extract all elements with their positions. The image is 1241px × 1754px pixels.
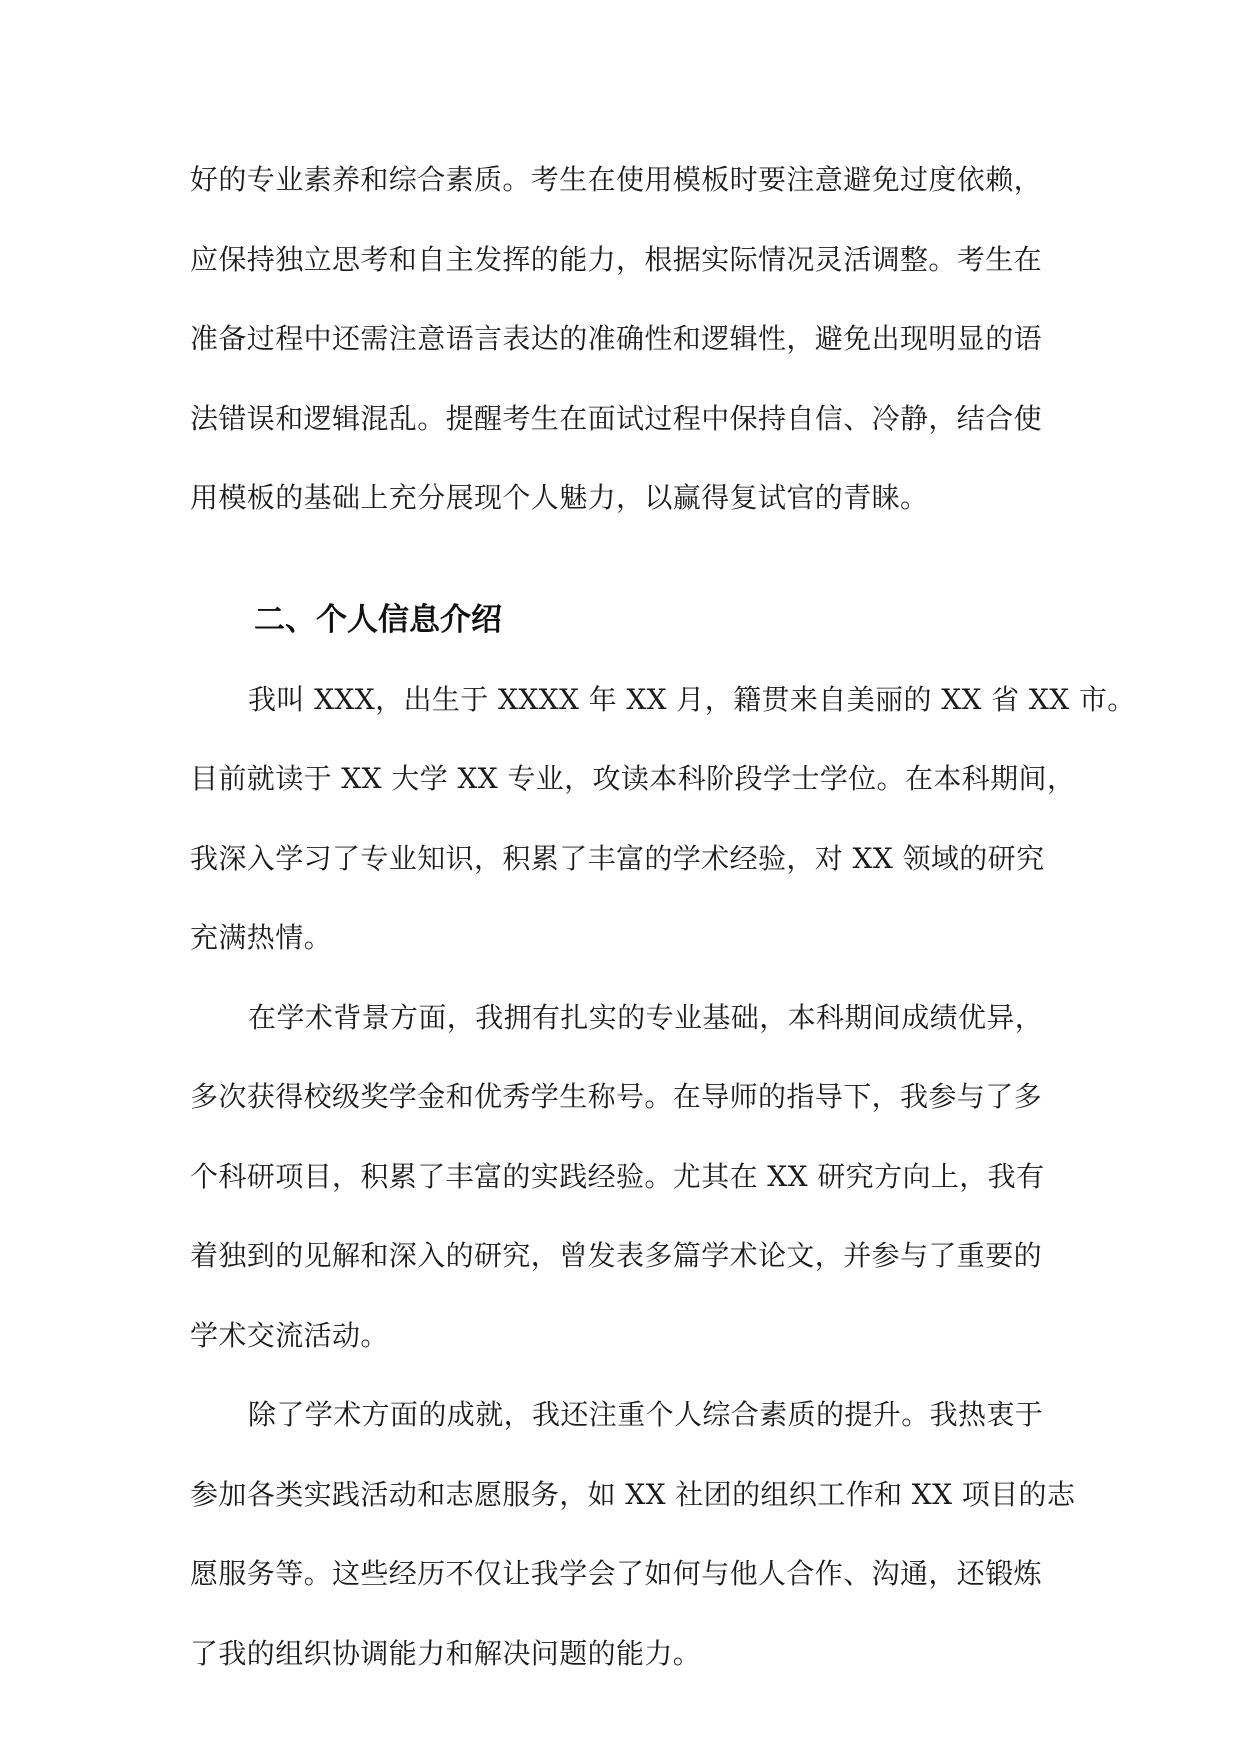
document-body bbox=[190, 140, 1136, 1693]
text-line: 参加各类实践活动和志愿服务，如 XX 社团的组织工作和 XX 项目的志 bbox=[190, 1477, 1076, 1511]
text-line: 多次获得校级奖学金和优秀学生称号。在导师的指导下，我参与了多 bbox=[190, 1080, 1043, 1113]
text-line: 愿服务等。这些经历不仅让我学会了如何与他人合作、沟通，还锻炼 bbox=[190, 1557, 1043, 1590]
text-line: 个科研项目，积累了丰富的实践经验。尤其在 XX 研究方向上，我有 bbox=[190, 1159, 1045, 1193]
text-line: 着独到的见解和深入的研究，曾发表多篇学术论文，并参与了重要的 bbox=[190, 1239, 1043, 1272]
section-heading: 二、个人信息介绍 bbox=[254, 601, 502, 638]
text-line: 除了学术方面的成就，我还注重个人综合素质的提升。我热衷于 bbox=[248, 1398, 1044, 1431]
text-line: 目前就读于 XX 大学 XX 专业，攻读本科阶段学士学位。在本科期间， bbox=[190, 762, 1076, 795]
text-line: 准备过程中还需注意语言表达的准确性和逻辑性，避免出现明显的语 bbox=[190, 322, 1043, 355]
text-line: 在学术背景方面，我拥有扎实的专业基础，本科期间成绩优异， bbox=[248, 1000, 1044, 1034]
paragraph-personal-info bbox=[190, 660, 1136, 978]
paragraph-intro bbox=[190, 140, 1054, 538]
text-line: 我深入学习了专业知识，积累了丰富的学术经验，对 XX 领域的研究 bbox=[190, 841, 1045, 875]
paragraph-academic-background bbox=[190, 978, 1054, 1376]
paragraph-personal-quality bbox=[190, 1375, 1076, 1693]
text-line: 学术交流活动。 bbox=[190, 1318, 389, 1352]
text-line: 了我的组织协调能力和解决问题的能力。 bbox=[190, 1636, 702, 1670]
text-line: 用模板的基础上充分展现个人魅力，以赢得复试官的青睐。 bbox=[190, 481, 929, 514]
text-line: 好的专业素养和综合素质。考生在使用模板时要注意避免过度依赖， bbox=[190, 163, 1043, 196]
text-line: 法错误和逻辑混乱。提醒考生在面试过程中保持自信、冷静，结合使 bbox=[190, 401, 1043, 435]
text-line: 充满热情。 bbox=[190, 921, 333, 954]
text-line: 应保持独立思考和自主发挥的能力，根据实际情况灵活调整。考生在 bbox=[190, 242, 1043, 276]
text-line: 我叫 XXX，出生于 XXXX 年 XX 月，籍贯来自美丽的 XX 省 XX 市。 bbox=[248, 682, 1136, 716]
